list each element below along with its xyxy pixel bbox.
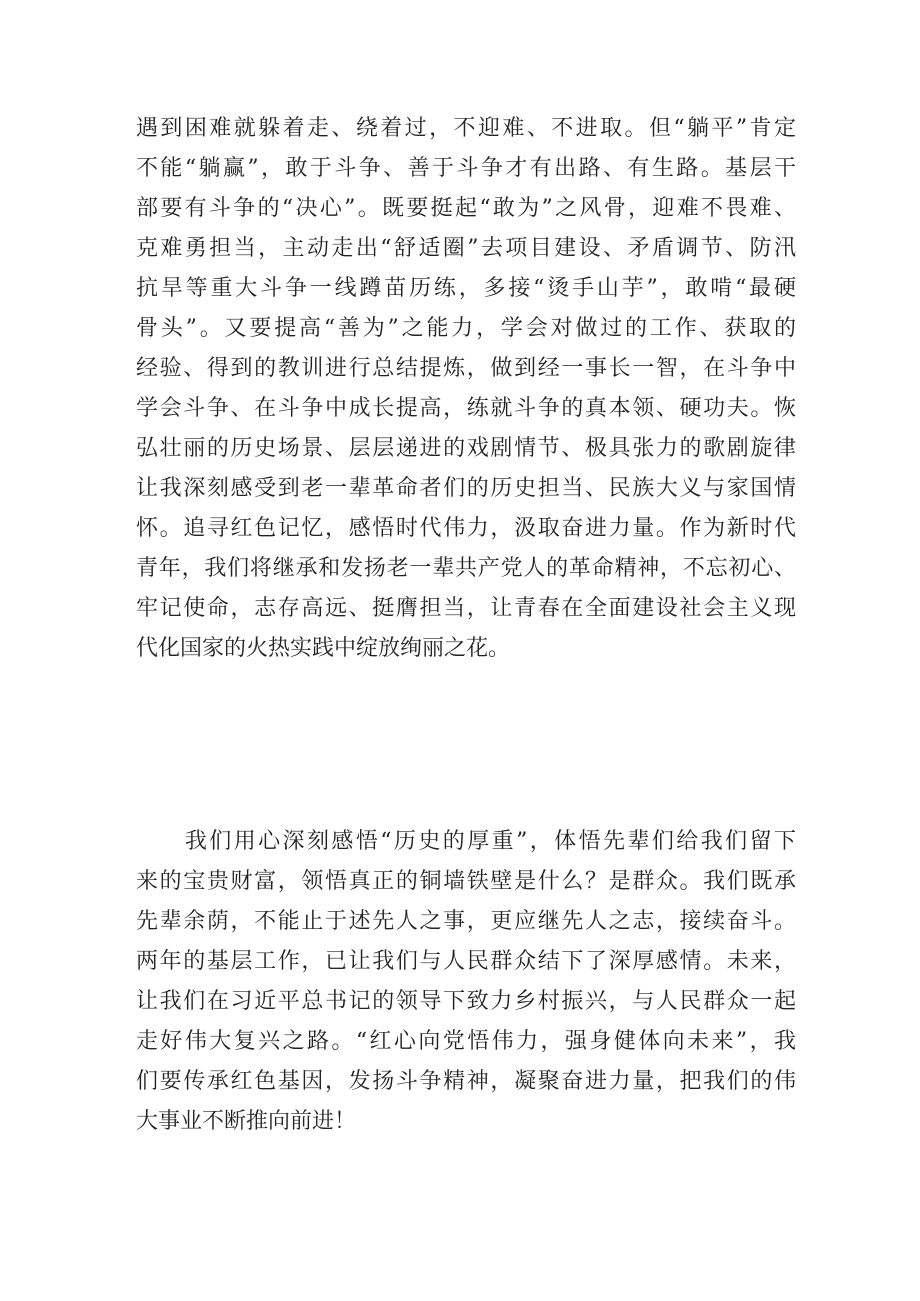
paragraph-1 — [136, 109, 796, 669]
text-line: 学会斗争、在斗争中成长提高，练就斗争的真本领、硬功夫。恢 — [136, 396, 796, 421]
text-line: 两年的基层工作，已让我们与人民群众结下了深厚感情。未来， — [136, 949, 796, 974]
text-line: 走好伟大复兴之路。“红心向党悟伟力，强身健体向未来”，我 — [136, 1029, 796, 1054]
text-line: 不能“躺赢”，敢于斗争、善于斗争才有出路、有生路。基层干 — [136, 156, 796, 181]
text-line: 代化国家的火热实践中绽放绚丽之花。 — [136, 636, 511, 661]
text-line: 们要传承红色基因，发扬斗争精神，凝聚奋进力量，把我们的伟 — [136, 1069, 796, 1094]
text-line: 来的宝贵财富，领悟真正的铜墙铁壁是什么？是群众。我们既承 — [136, 869, 796, 894]
paragraph-2 — [136, 822, 796, 1142]
text-line: 遇到困难就躲着走、绕着过，不迎难、不进取。但“躺平”肯定 — [136, 116, 796, 141]
text-line: 经验、得到的教训进行总结提炼，做到经一事长一智，在斗争中 — [136, 356, 796, 381]
text-line: 怀。追寻红色记忆，感悟时代伟力，汲取奋进力量。作为新时代 — [136, 516, 796, 541]
text-line: 大事业不断推向前进！ — [136, 1109, 357, 1134]
text-line: 青年，我们将继承和发扬老一辈共产党人的革命精神，不忘初心、 — [136, 556, 796, 581]
text-line: 我们用心深刻感悟“历史的厚重”，体悟先辈们给我们留下 — [136, 829, 796, 854]
text-line: 让我深刻感受到老一辈革命者们的历史担当、民族大义与家国情 — [136, 476, 796, 501]
text-line: 牢记使命，志存高远、挺膺担当，让青春在全面建设社会主义现 — [136, 596, 796, 621]
text-line: 让我们在习近平总书记的领导下致力乡村振兴，与人民群众一起 — [136, 989, 796, 1014]
text-line: 抗旱等重大斗争一线蹲苗历练，多接“烫手山芋”，敢啃“最硬 — [136, 276, 796, 301]
text-line: 先辈余荫，不能止于述先人之事，更应继先人之志，接续奋斗。 — [136, 909, 796, 934]
text-line: 部要有斗争的“决心”。既要挺起“敢为”之风骨，迎难不畏难、 — [136, 196, 796, 221]
text-line: 骨头”。又要提高“善为”之能力，学会对做过的工作、获取的 — [136, 316, 796, 341]
text-line: 克难勇担当，主动走出“舒适圈”去项目建设、矛盾调节、防汛 — [136, 236, 796, 261]
text-line: 弘壮丽的历史场景、层层递进的戏剧情节、极具张力的歌剧旋律 — [136, 436, 796, 461]
